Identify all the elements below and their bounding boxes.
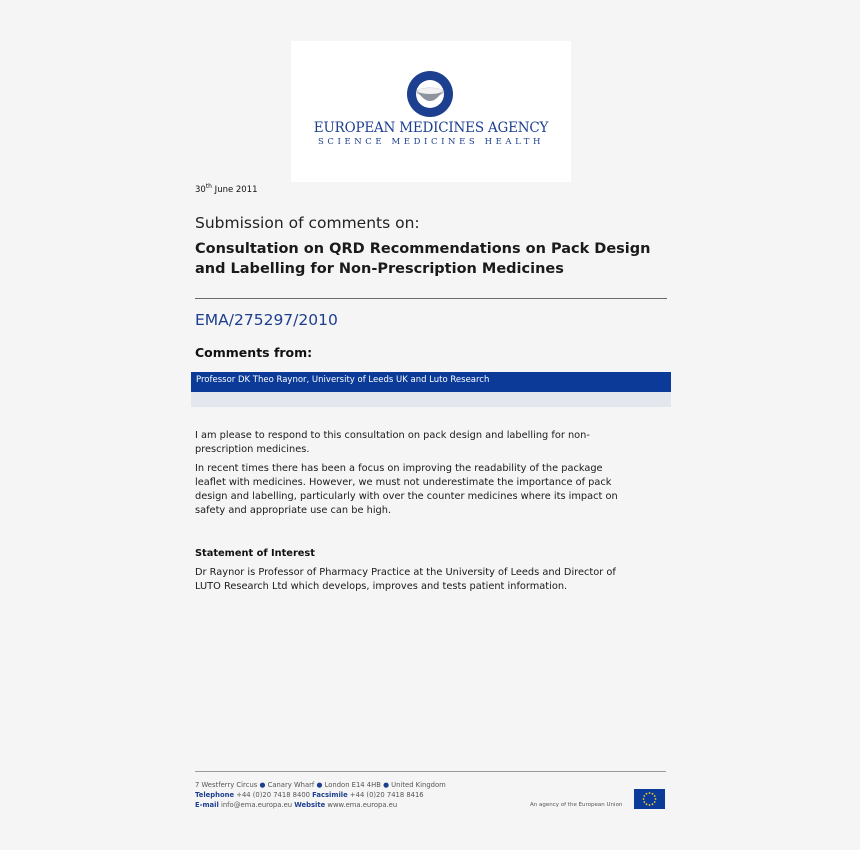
- date-rest: June 2011: [211, 184, 258, 195]
- telephone-number: +44 (0)20 7418 8400: [236, 791, 310, 799]
- facsimile-number: +44 (0)20 7418 8416: [349, 791, 424, 799]
- statement-of-interest-heading: Statement of Interest: [195, 548, 315, 559]
- eu-flag-icon: [634, 789, 665, 809]
- blank-row: [191, 392, 671, 407]
- submission-label: Submission of comments on:: [195, 214, 420, 232]
- ema-logo: [291, 41, 571, 182]
- footer-phone-fax: [195, 791, 424, 799]
- agency-name: EUROPEAN MEDICINES AGENCY: [313, 120, 549, 136]
- address-area: Canary Wharf: [267, 781, 315, 789]
- footer-address: 7 Westferry Circus ● Canary Wharf ● London E14 4HB ● United Kingdom: [195, 781, 446, 789]
- date-suffix: th: [205, 183, 212, 190]
- ema-globe-icon: [406, 70, 454, 118]
- email-label: E-mail: [195, 801, 219, 809]
- comments-from-label: Comments from:: [195, 345, 313, 360]
- document-title: Consultation on QRD Recommendations on Pack Design and Labelling for Non-Prescription Medicines: [195, 241, 651, 277]
- footer-divider: [195, 771, 666, 772]
- website-link[interactable]: www.ema.europa.eu: [327, 801, 398, 809]
- date-day: 30: [195, 184, 206, 195]
- website-label: Website: [294, 801, 326, 809]
- address-city: London E14 4HB: [324, 781, 381, 789]
- statement-of-interest-text: Dr Raynor is Professor of Pharmacy Practice at the University of Leeds and Director of LUTO Research Ltd which develops, improves and tests patient information.: [195, 567, 616, 592]
- body-paragraph-2: In recent times there has been a focus on improving the readability of the package leaflet with medicines. However, we must not underestimate the importance of pack design and labelling, particularly with over the counter medicines where its impact on safety and appropriate use can be high.: [195, 463, 618, 516]
- body-paragraph-1: I am please to respond to this consultation on pack design and labelling for non-prescription medicines.: [195, 430, 590, 455]
- address-country: United Kingdom: [391, 781, 446, 789]
- document-reference: EMA/275297/2010: [195, 311, 338, 329]
- document-date: [195, 183, 258, 195]
- author-name: Professor DK Theo Raynor, University of Leeds UK and Luto Research: [196, 375, 490, 385]
- eu-agency-note: An agency of the European Union: [530, 802, 623, 808]
- footer-email-web: [195, 801, 397, 809]
- telephone-label: Telephone: [195, 791, 235, 799]
- email-address[interactable]: info@ema.europa.eu: [220, 801, 293, 809]
- author-bar: [191, 372, 671, 392]
- facsimile-label: Facsimile: [312, 791, 348, 799]
- address-street: 7 Westferry Circus: [195, 781, 258, 789]
- agency-tagline: SCIENCE MEDICINES HEALTH: [317, 137, 545, 147]
- title-divider: [195, 298, 667, 299]
